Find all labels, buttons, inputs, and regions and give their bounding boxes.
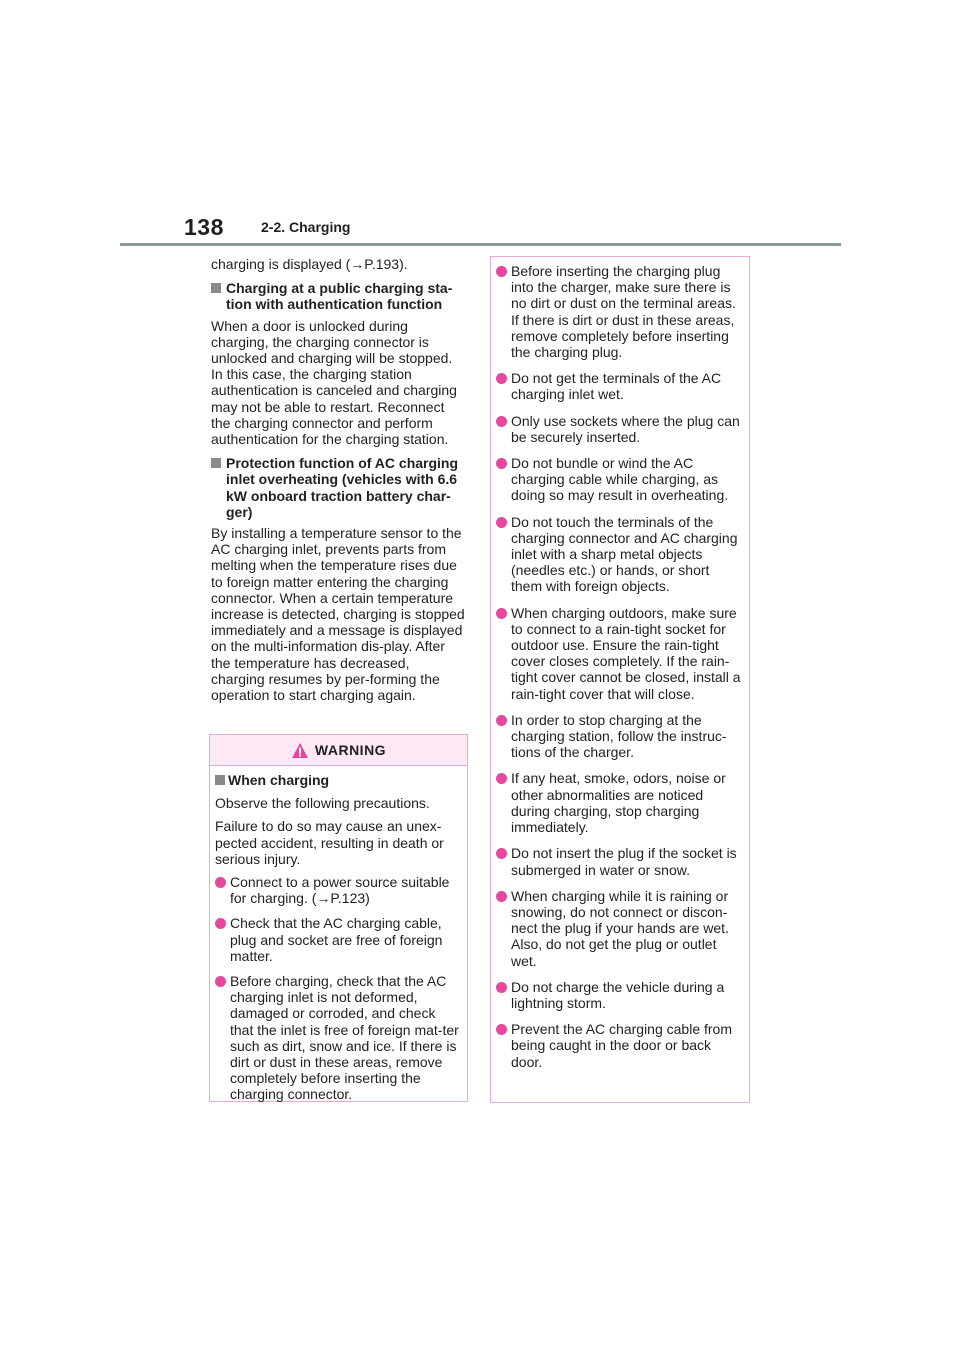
circle-bullet-icon	[496, 715, 507, 726]
bullet-text: Before charging, check that the AC charging inlet is not deformed, damaged or corroded, and check that the inlet is free of foreign mat-ter such as dirt, snow and ice. If there is dirt or dust in these areas, remove completely before inserting the charging connector.	[230, 973, 459, 1103]
section-heading-text: Protection function of AC charging inlet overheating (vehicles with 6.6 kW onboard traction battery char-ger)	[226, 455, 459, 520]
warning-bullet	[496, 712, 743, 761]
bullet-text: In order to stop charging at the charging station, follow the instruc-tions of the charger.	[511, 711, 727, 761]
square-bullet-icon	[215, 775, 225, 785]
square-bullet-icon	[211, 283, 221, 293]
warning-bullet	[496, 845, 743, 877]
warning-bullet	[496, 979, 743, 1011]
warning-bullet	[496, 1021, 743, 1070]
circle-bullet-icon	[496, 373, 507, 384]
section-body-authentication: When a door is unlocked during charging, the charging connector is unlocked and charging will be stopped. In this case, the charging station authentication is canceled and charging may not be able to restart. Reconnect the charging connector and perform authentication for the charging station.	[211, 317, 457, 448]
warning-intro-1: Observe the following precautions.	[215, 795, 430, 812]
circle-bullet-icon	[215, 877, 226, 888]
section-heading-text: Charging at a public charging sta-tion with authentication function	[226, 280, 453, 313]
warning-body	[210, 766, 467, 1103]
circle-bullet-icon	[496, 517, 507, 528]
warning-bullet	[496, 455, 743, 504]
warning-continuation-box	[490, 256, 750, 1103]
bullet-text: When charging outdoors, make sure to connect to a rain-tight socket for outdoor use. Ensure the rain-tight cover closes completely. If the rain-tight cover cannot be closed, install a rain-tight cover that will close.	[511, 604, 741, 702]
warning-title: WARNING	[314, 742, 387, 758]
warning-box	[209, 734, 468, 1102]
circle-bullet-icon	[496, 416, 507, 427]
bullet-text: Do not bundle or wind the AC charging cable while charging, as doing so may result in overheating.	[511, 455, 729, 504]
circle-bullet-icon	[496, 266, 507, 277]
section-body-overheating: By installing a temperature sensor to the AC charging inlet, prevents parts from melting when the temperature rises due to foreign matter entering the charging connector. When a certain temperature increase is detected, charging is stopped immediately and a message is displayed on the multi-information dis-play. After the temperature has decreased, charging resumes by per-forming the operation to start charging again.	[211, 525, 465, 704]
circle-bullet-icon	[496, 773, 507, 784]
bullet-text: Do not charge the vehicle during a lightning storm.	[511, 978, 725, 1011]
warning-bullet	[496, 888, 743, 969]
square-bullet-icon	[211, 458, 221, 468]
warning-bullet	[215, 915, 461, 964]
intro-text: charging is displayed (→P.193).	[211, 256, 408, 272]
page-number: 138	[184, 214, 224, 240]
bullet-text: Only use sockets where the plug can be securely inserted.	[511, 412, 740, 445]
circle-bullet-icon	[496, 891, 507, 902]
warning-bullet	[215, 874, 461, 906]
bullet-text: Do not get the terminals of the AC charging inlet wet.	[511, 370, 722, 403]
warning-bullet	[215, 973, 461, 1103]
warning-intro-2: Failure to do so may cause an unex-pected accident, resulting in death or serious injury.	[215, 818, 444, 867]
warning-bullet	[496, 413, 743, 445]
warning-bullet	[496, 370, 743, 402]
warning-header	[210, 735, 467, 766]
warning-subheading-text: When charging	[228, 772, 330, 788]
bullet-text: Do not insert the plug if the socket is submerged in water or snow.	[511, 845, 737, 878]
warning-bullet	[496, 263, 743, 360]
bullet-text: Prevent the AC charging cable from being caught in the door or back door.	[511, 1021, 733, 1070]
bullet-text: If any heat, smoke, odors, noise or other abnormalities are noticed during charging, stop charging immediately.	[511, 770, 726, 836]
section-title: 2-2. Charging	[261, 219, 351, 235]
warning-triangle-icon	[291, 742, 309, 759]
circle-bullet-icon	[496, 848, 507, 859]
circle-bullet-icon	[496, 608, 507, 619]
bullet-text: Before inserting the charging plug into the charger, make sure there is no dirt or dust on the terminal areas. If there is dirt or dust in these areas, remove completely before inserting the charging plug.	[511, 263, 736, 361]
header-divider	[120, 243, 841, 246]
bullet-text: Connect to a power source suitable for charging. (→P.123)	[230, 874, 450, 907]
warning-bullet	[496, 605, 743, 702]
page-header	[0, 0, 960, 250]
section-heading-authentication	[211, 280, 467, 312]
circle-bullet-icon	[496, 458, 507, 469]
warning-bullet	[496, 514, 743, 595]
bullet-text: When charging while it is raining or snowing, do not connect or discon-nect the plug if your hands are wet. Also, do not get the plug or outlet wet.	[511, 887, 729, 969]
section-heading-overheating	[211, 455, 467, 520]
circle-bullet-icon	[496, 1024, 507, 1035]
circle-bullet-icon	[215, 918, 226, 929]
circle-bullet-icon	[215, 976, 226, 987]
bullet-text: Check that the AC charging cable, plug and socket are free of foreign matter.	[230, 915, 443, 964]
warning-bullet	[496, 770, 743, 835]
left-column	[211, 256, 467, 711]
bullet-text: Do not touch the terminals of the charging connector and AC charging inlet with a sharp metal objects (needles etc.) or hands, or short them with foreign objects.	[511, 513, 738, 595]
warning-subheading	[215, 772, 461, 788]
circle-bullet-icon	[496, 982, 507, 993]
